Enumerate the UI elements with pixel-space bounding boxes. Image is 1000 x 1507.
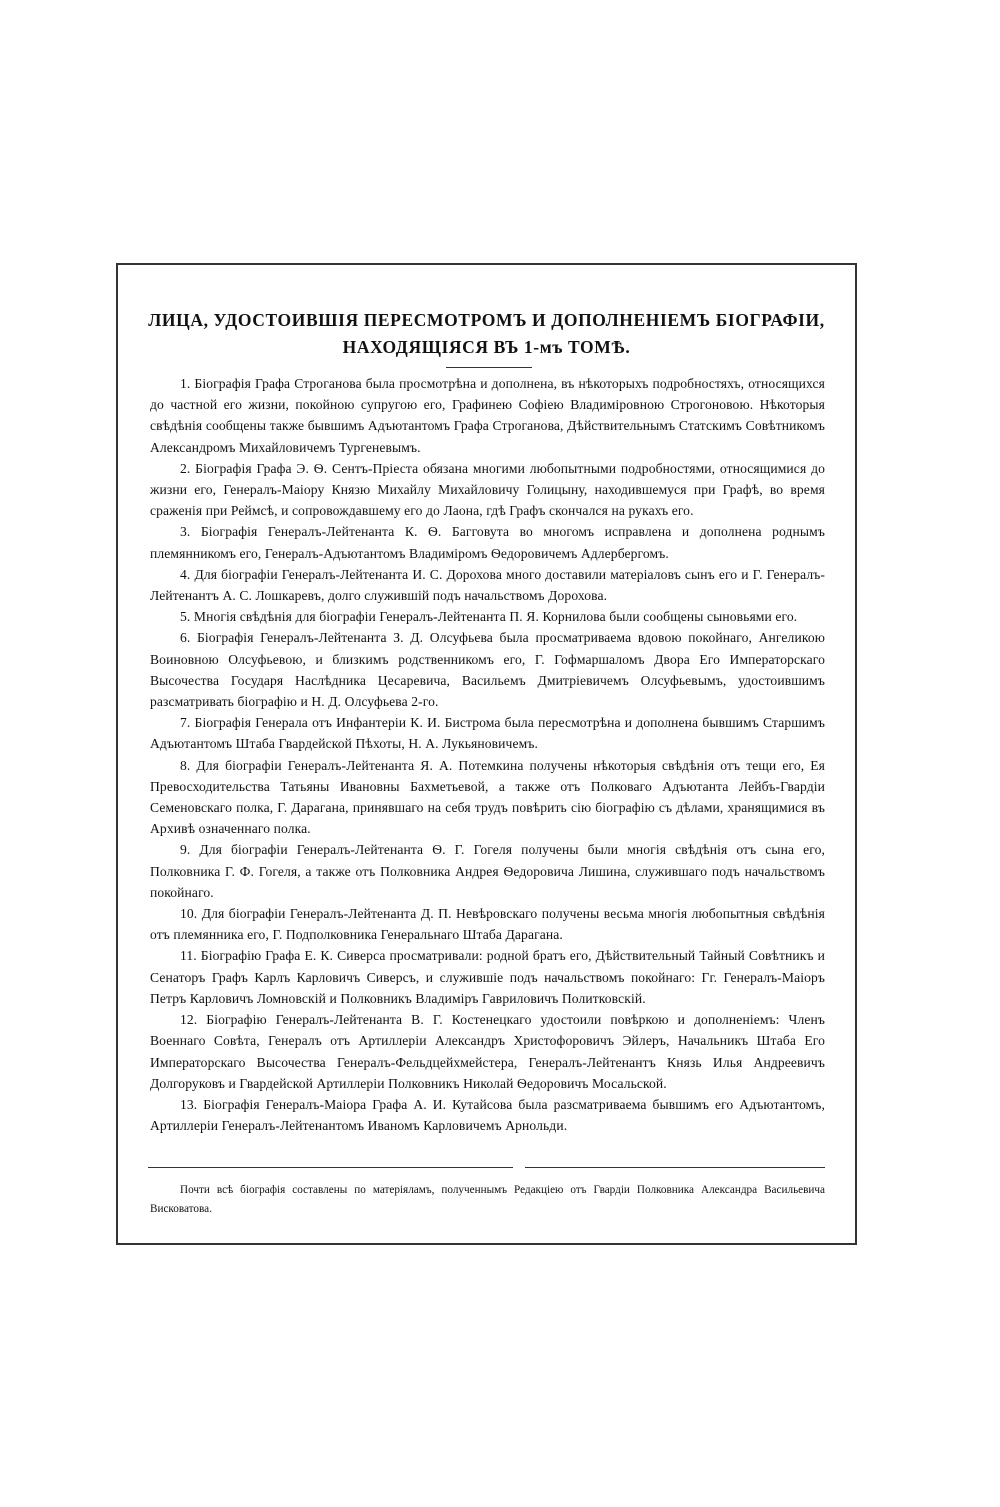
title-divider xyxy=(446,367,532,368)
page-frame xyxy=(116,263,857,1245)
footnote: Почти всѣ біографія составлены по матеріяламъ, полученнымъ Редакціею отъ Гвардіи Полковника Александра Васильевича Висковатова. xyxy=(150,1184,825,1215)
entry-1: 1. Біографія Графа Строганова была просмотрѣна и дополнена, въ нѣкоторыхъ подробностяхъ, относящихся до частной его жизни, покойною супругою его, Графинею Софіею Владиміровною Строгоновою. Нѣкоторыя свѣдѣнія сообщены также бывшимъ Адъютантомъ Графа Строганова, Дѣйствительнымъ Статскимъ Совѣтникомъ Александромъ Михайловичемъ Тургеневымъ. xyxy=(150,376,825,455)
entry-10: 10. Для біографіи Генералъ-Лейтенанта Д. П. Невѣровскаго получены весьма многія любопытныя свѣдѣнія отъ племянника его, Г. Подполковника Генеральнаго Штаба Дарагана. xyxy=(150,906,825,943)
entry-2: 2. Біографія Графа Э. Ѳ. Сентъ-Пріеста обязана многими любопытными подробностями, относящимися до жизни его, Генералъ-Маіору Князю Михайлу Михайловичу Голицыну, находившемуся при Графѣ, во время сраженія при Реймсѣ, и сопровождавшему его до Лаона, гдѣ Графъ скончался на рукахъ его. xyxy=(150,460,825,519)
page-title xyxy=(118,307,855,361)
entry-9: 9. Для біографіи Генералъ-Лейтенанта Ѳ. Г. Гогеля получены были многія свѣдѣнія отъ сына его, Полковника Г. Ф. Гогеля, а также отъ Полковника Андрея Ѳедоровича Лишина, служившаго подъ начальствомъ покойнаго. xyxy=(150,842,825,900)
entry-5: 5. Многія свѣдѣнія для біографіи Генералъ-Лейтенанта П. Я. Корнилова были сообщены сыновьями его. xyxy=(180,609,798,625)
entry-13: 13. Біографія Генералъ-Маіора Графа А. И. Кутайсова была разсматриваема бывшимъ его Адъютантомъ, Артиллеріи Генералъ-Лейтенантомъ Иваномъ Карловичемъ Арнольди. xyxy=(150,1096,825,1134)
entry-3: 3. Біографія Генералъ-Лейтенанта К. Ѳ. Багговута во многомъ исправлена и дополнена роднымъ племянникомъ его, Генералъ-Адъютантомъ Владиміромъ Ѳедоровичемъ Адлербергомъ. xyxy=(150,524,825,561)
title-line-2: НАХОДЯЩІЯСЯ ВЪ 1-мъ ТОМѢ. xyxy=(342,337,631,357)
footer-divider-right xyxy=(525,1167,825,1168)
title-line-1: ЛИЦА, УДОСТОИВШІЯ ПЕРЕСМОТРОМЪ И ДОПОЛНЕНІЕМЪ БІОГРАФІИ, xyxy=(148,310,825,330)
entry-12: 12. Біографію Генералъ-Лейтенанта В. Г. Костенецкаго удостоили повѣркою и дополненіемъ: Членъ Военнаго Совѣта, Генералъ отъ Артиллеріи Александръ Христофоровичъ Эйлеръ, Начальникъ Штаба Его Императорскаго Высочества Генералъ-Фельдцейхмейстера, Генералъ-Лейтенантъ Князь Илья Андреевичъ Долгоруковъ и Гвардейской Артиллеріи Полковникъ Николай Ѳедоровичъ Мосальской. xyxy=(150,1012,825,1091)
entry-4: 4. Для біографіи Генералъ-Лейтенанта И. С. Дорохова много доставили матеріаловъ сынъ его и Г. Генералъ-Лейтенантъ А. С. Лошкаревъ, долго служившій подъ начальствомъ Дорохова. xyxy=(150,566,825,604)
entry-8: 8. Для біографіи Генералъ-Лейтенанта Я. А. Потемкина получены нѣкоторыя свѣдѣнія отъ тещи его, Ея Превосходительства Татьяны Ивановны Бахметьевой, а также отъ Полковаго Адъютанта Лейбъ-Гвардіи Семеновскаго полка, Г. Дарагана, принявшаго на себя трудъ повѣрить сію біографію съ дѣлами, хранящимися въ Архивѣ означеннаго полка. xyxy=(150,757,825,837)
entries-list xyxy=(150,373,825,1136)
entry-7: 7. Біографія Генерала отъ Инфантеріи К. И. Бистрома была пересмотрѣна и дополнена бывшимъ Старшимъ Адъютантомъ Штаба Гвардейской Пѣхоты, Н. А. Лукьяновичемъ. xyxy=(150,715,825,752)
entry-6: 6. Біографія Генералъ-Лейтенанта З. Д. Олсуфьева была просматриваема вдовою покойнаго, Ангеликою Воиновною Олсуфьевою, и близкимъ родственникомъ его, Г. Гофмаршаломъ Двора Его Императорскаго Высочества Государя Наслѣдника Цесаревича, Васильемъ Дмитріевичемъ Олсуфьевымъ, удостоившимъ разсматривать біографію и Н. Д. Олсуфьева 2-го. xyxy=(150,630,825,710)
footer-divider-left xyxy=(148,1167,513,1168)
entry-11: 11. Біографію Графа Е. К. Сиверса просматривали: родной братъ его, Дѣйствительный Тайный Совѣтникъ и Сенаторъ Графъ Карлъ Карловичъ Сиверсъ, и служившіе подъ начальствомъ покойнаго: Гг. Генералъ-Маіоръ Петръ Карловичъ Ломновскій и Полковникъ Владиміръ Гавриловичъ Политковскій. xyxy=(150,948,825,1006)
